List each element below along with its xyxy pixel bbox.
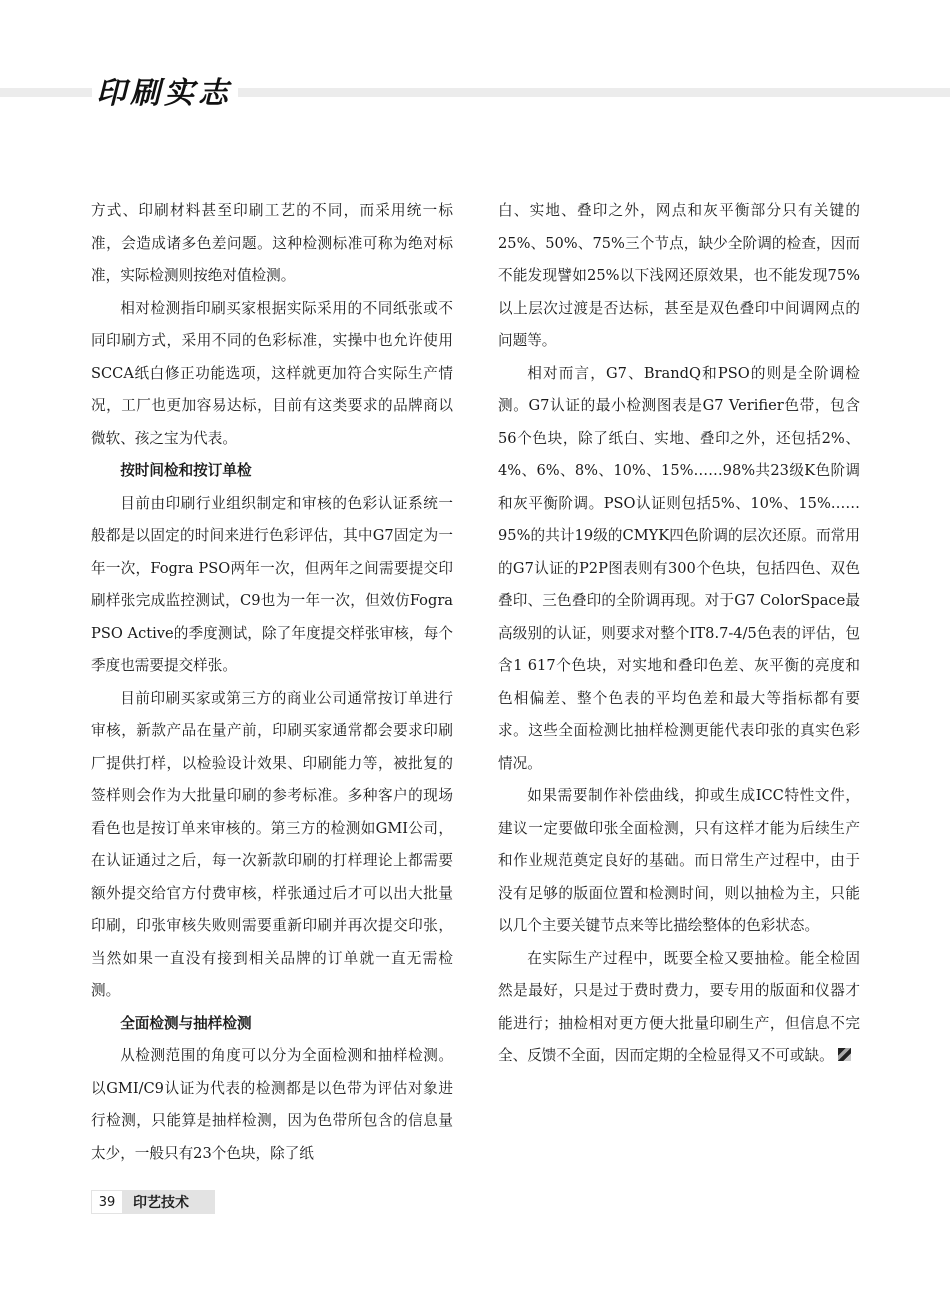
paragraph: 目前由印刷行业组织制定和审核的色彩认证系统一般都是以固定的时间来进行色彩评估，其中G7固定为一年一次，Fogra PSO两年一次，但两年之间需要提交印刷样张完成监控测试，C9也为一年一次，但效仿Fogra PSO Active的季度测试，除了年度提交样张审核，每个季度也需要提交样张。 (91, 494, 453, 674)
left-column (91, 195, 453, 1170)
paragraph: 相对检测指印刷买家根据实际采用的不同纸张或不同印刷方式，采用不同的色彩标准，实操中也允许使用SCCA纸白修正功能选项，这样就更加符合实际生产情况，工厂也更加容易达标，目前有这类要求的品牌商以微软、孩之宝为代表。 (91, 299, 453, 447)
paragraph (498, 943, 860, 1073)
paragraph: 目前印刷买家或第三方的商业公司通常按订单进行审核，新款产品在量产前，印刷买家通常都会要求印刷厂提供打样，以检验设计效果、印刷能力等，被批复的签样则会作为大批量印刷的参考标准。多种客户的现场看色也是按订单来审核的。第三方的检测如GMI公司，在认证通过之后，每一次新款印刷的打样理论上都需要额外提交给官方付费审核，样张通过后才可以出大批量印刷，印张审核失败则需要重新印刷并再次提交印张，当然如果一直没有接到相关品牌的订单就一直无需检测。 (91, 689, 453, 999)
paragraph: 白、实地、叠印之外，网点和灰平衡部分只有关键的25%、50%、75%三个节点，缺少全阶调的检查，因而不能发现譬如25%以下浅网还原效果，也不能发现75%以上层次过渡是否达标，甚至是双色叠印中间调网点的问题等。 (498, 202, 860, 349)
paragraph: 相对而言，G7、BrandQ和PSO的则是全阶调检测。G7认证的最小检测图表是G7 Verifier色带，包含56个色块，除了纸白、实地、叠印之外，还包括2%、4%、6%、8%、10%、15%……98%共23级K色阶调和灰平衡阶调。PSO认证则包括5%、10%、15%……95%的共计19级的CMYK四色阶调的层次还原。而常用的G7认证的P2P图表则有300个色块，包括四色、双色叠印、三色叠印的全阶调再现。对于G7 ColorSpace最高级别的认证，则要求对整个IT8.7-4/5色表的评估，包含1 617个色块，对实地和叠印色差、灰平衡的亮度和色相偏差、整个色表的平均色差和最大等指标都有要求。这些全面检测比抽样检测更能代表印张的真实色彩情况。 (498, 364, 860, 772)
page-number: 39 (91, 1190, 123, 1214)
paragraph-text: 在实际生产过程中，既要全检又要抽检。能全检固然是最好，只是过于费时费力，要专用的版面和仪器才能进行；抽检相对更方便大批量印刷生产，但信息不完全、反馈不全面，因而定期的全检显得又不可或缺。 (498, 949, 860, 1064)
section-heading: 全面检测与抽样检测 (120, 1014, 252, 1032)
right-column (498, 195, 860, 1073)
page-footer (91, 1190, 215, 1214)
paragraph: 如果需要制作补偿曲线，抑或生成ICC特性文件，建议一定要做印张全面检测，只有这样才能为后续生产和作业规范奠定良好的基础。而日常生产过程中，由于没有足够的版面位置和检测时间，则以抽检为主，只能以几个主要关键节点来等比描绘整体的色彩状态。 (498, 787, 860, 934)
end-mark-icon (838, 1048, 851, 1061)
section-heading: 按时间检和按订单检 (120, 462, 252, 479)
paragraph: 从检测范围的角度可以分为全面检测和抽样检测。以GMI/C9认证为代表的检测都是以色带为评估对象进行检测，只能算是抽样检测，因为色带所包含的信息量太少，一般只有23个色块，除了纸 (91, 1047, 453, 1162)
section-name: 印艺技术 (133, 1195, 189, 1211)
paragraph: 方式、印刷材料甚至印刷工艺的不同，而采用统一标准，会造成诸多色差问题。这种检测标准可称为绝对标准，实际检测则按绝对值检测。 (91, 202, 453, 284)
magazine-logo: 印刷实志 (92, 72, 238, 116)
